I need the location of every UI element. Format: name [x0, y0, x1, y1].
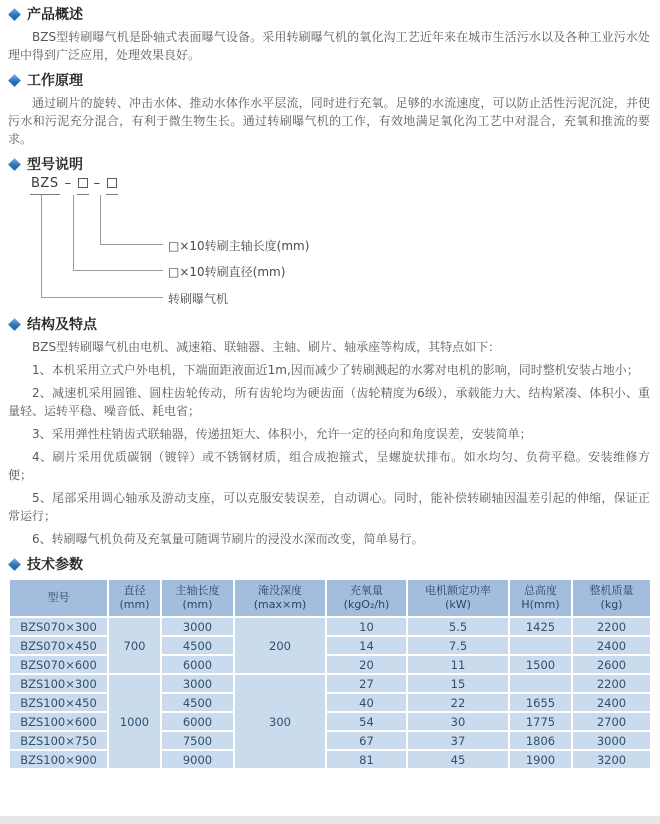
overview-paragraph: BZS型转刷曝气机是卧轴式表面曝气设备。采用转刷曝气机的氧化沟工艺近年来在城市生活污水以及各种工业污水处理中得到广泛应用，处理效果良好。	[8, 30, 650, 62]
diamond-bullet-icon	[8, 74, 21, 87]
technical-parameters-table	[8, 578, 652, 770]
cell-height	[509, 674, 572, 693]
section-title: 产品概述	[27, 7, 83, 23]
feature-item-5: 5、尾部采用调心轴承及游动支座，可以克服安装误差，自动调心。同时，能补偿转刷轴因温差引起的伸缩，保证正常运行；	[8, 491, 650, 523]
cell-weight: 2200	[572, 617, 651, 636]
cell-model: BZS100×900	[9, 750, 108, 769]
cell-weight: 2400	[572, 693, 651, 712]
section-title: 结构及特点	[27, 317, 97, 333]
model-box-shaft	[106, 176, 118, 195]
cell-shaft: 4500	[161, 693, 234, 712]
cell-power: 45	[407, 750, 509, 769]
table-header-row	[9, 579, 651, 617]
col-header-model: 型号	[9, 579, 108, 617]
cell-oxygen: 81	[326, 750, 407, 769]
diamond-bullet-icon	[8, 158, 21, 171]
diamond-bullet-icon	[8, 558, 21, 571]
col-header-height: 总高度 H(mm)	[509, 579, 572, 617]
principle-paragraph: 通过刷片的旋转、冲击水体、推动水体作水平层流，同时进行充氧。足够的水流速度，可以防止活性污泥沉淀，并使污水和污泥充分混合，有利于微生物生长。通过转刷曝气机的工作，有效地满足氧化沟工艺中对混合，充氧和推流的要求。	[8, 96, 650, 146]
cell-weight: 2600	[572, 655, 651, 674]
cell-power: 15	[407, 674, 509, 693]
cell-height: 1806	[509, 731, 572, 750]
cell-height: 1900	[509, 750, 572, 769]
cell-power: 30	[407, 712, 509, 731]
cell-weight: 2700	[572, 712, 651, 731]
cell-shaft: 3000	[161, 674, 234, 693]
cell-shaft: 6000	[161, 712, 234, 731]
col-header-power: 电机额定功率 (kW)	[407, 579, 509, 617]
cell-shaft: 3000	[161, 617, 234, 636]
spec-row	[9, 712, 651, 731]
cell-model: BZS070×450	[9, 636, 108, 655]
placeholder-box-icon	[78, 178, 88, 188]
cell-oxygen: 40	[326, 693, 407, 712]
cell-power: 22	[407, 693, 509, 712]
cell-height: 1655	[509, 693, 572, 712]
section-heading-principle	[9, 72, 650, 88]
model-formula	[30, 176, 118, 191]
cell-model: BZS100×750	[9, 731, 108, 750]
cell-oxygen: 14	[326, 636, 407, 655]
spec-row	[9, 731, 651, 750]
page-bottom-edge	[0, 816, 660, 824]
formula-dash: –	[93, 176, 101, 191]
col-header-diameter: 直径 (mm)	[108, 579, 161, 617]
cell-depth-merged: 200	[234, 617, 326, 674]
feature-item-2: 2、减速机采用圆锥、圆柱齿轮传动，所有齿轮均为硬齿面（齿轮精度为6级），承载能力大、结构紧凑、体积小、重量轻、运转平稳、噪音低、耗电省；	[8, 386, 650, 418]
cell-power: 7.5	[407, 636, 509, 655]
diagram-label-shaft-length: □×10转刷主轴长度(mm)	[168, 239, 310, 253]
cell-height	[509, 636, 572, 655]
cell-weight: 3200	[572, 750, 651, 769]
cell-model: BZS100×450	[9, 693, 108, 712]
spec-row	[9, 655, 651, 674]
section-title: 技术参数	[27, 557, 83, 573]
diamond-bullet-icon	[8, 318, 21, 331]
col-header-shaft-length: 主轴长度 (mm)	[161, 579, 234, 617]
feature-item-1: 1、本机采用立式户外电机，下端面距液面近1m,因而减少了转刷溅起的水雾对电机的影响，同时整机安装占地小；	[32, 363, 639, 377]
formula-dash: –	[64, 176, 72, 191]
cell-shaft: 9000	[161, 750, 234, 769]
placeholder-box-icon	[107, 178, 117, 188]
feature-item-6: 6、转刷曝气机负荷及充氧量可随调节刷片的浸没水深而改变，简单易行。	[32, 532, 424, 546]
cell-shaft: 4500	[161, 636, 234, 655]
connector-line-machine	[41, 195, 163, 298]
diamond-bullet-icon	[8, 8, 21, 21]
section-heading-specs	[9, 556, 650, 572]
cell-oxygen: 10	[326, 617, 407, 636]
model-designation-diagram	[30, 176, 650, 308]
section-heading-overview	[9, 6, 650, 22]
cell-model: BZS100×600	[9, 712, 108, 731]
cell-weight: 3000	[572, 731, 651, 750]
cell-depth-merged: 300	[234, 674, 326, 769]
col-header-depth: 淹没深度 (max×m)	[234, 579, 326, 617]
cell-power: 37	[407, 731, 509, 750]
feature-item-4: 4、刷片采用优质碳钢（镀锌）或不锈钢材质，组合成抱箍式，呈螺旋状排布。如水均匀、负荷平稳。安装维修方便；	[8, 450, 650, 482]
col-header-weight: 整机质量 (kg)	[572, 579, 651, 617]
section-title: 工作原理	[27, 73, 83, 89]
spec-row	[9, 674, 651, 693]
cell-oxygen: 27	[326, 674, 407, 693]
diagram-label-diameter: □×10转刷直径(mm)	[168, 265, 286, 279]
cell-weight: 2400	[572, 636, 651, 655]
section-heading-model	[9, 156, 650, 172]
spec-row	[9, 750, 651, 769]
feature-item-3: 3、采用弹性柱销齿式联轴器，传递扭矩大、体积小，允许一定的径向和角度误差，安装简单；	[32, 427, 532, 441]
spec-row	[9, 617, 651, 636]
cell-shaft: 6000	[161, 655, 234, 674]
cell-power: 11	[407, 655, 509, 674]
cell-model: BZS070×600	[9, 655, 108, 674]
section-heading-features	[9, 316, 650, 332]
cell-weight: 2200	[572, 674, 651, 693]
cell-power: 5.5	[407, 617, 509, 636]
cell-height: 1500	[509, 655, 572, 674]
spec-row	[9, 636, 651, 655]
cell-oxygen: 20	[326, 655, 407, 674]
cell-shaft: 7500	[161, 731, 234, 750]
section-title: 型号说明	[27, 157, 83, 173]
cell-oxygen: 54	[326, 712, 407, 731]
cell-oxygen: 67	[326, 731, 407, 750]
cell-model: BZS070×300	[9, 617, 108, 636]
cell-diameter-merged: 700	[108, 617, 161, 674]
spec-row	[9, 693, 651, 712]
cell-height: 1775	[509, 712, 572, 731]
cell-diameter-merged: 1000	[108, 674, 161, 769]
diagram-label-machine: 转刷曝气机	[168, 292, 229, 306]
cell-model: BZS100×300	[9, 674, 108, 693]
features-intro: BZS型转刷曝气机由电机、减速箱、联轴器、主轴、刷片、轴承座等构成，其特点如下：	[32, 340, 501, 354]
cell-height: 1425	[509, 617, 572, 636]
col-header-oxygen: 充氧量 (kgO₂/h)	[326, 579, 407, 617]
model-box-diameter	[77, 176, 89, 195]
model-prefix: BZS	[30, 176, 60, 195]
